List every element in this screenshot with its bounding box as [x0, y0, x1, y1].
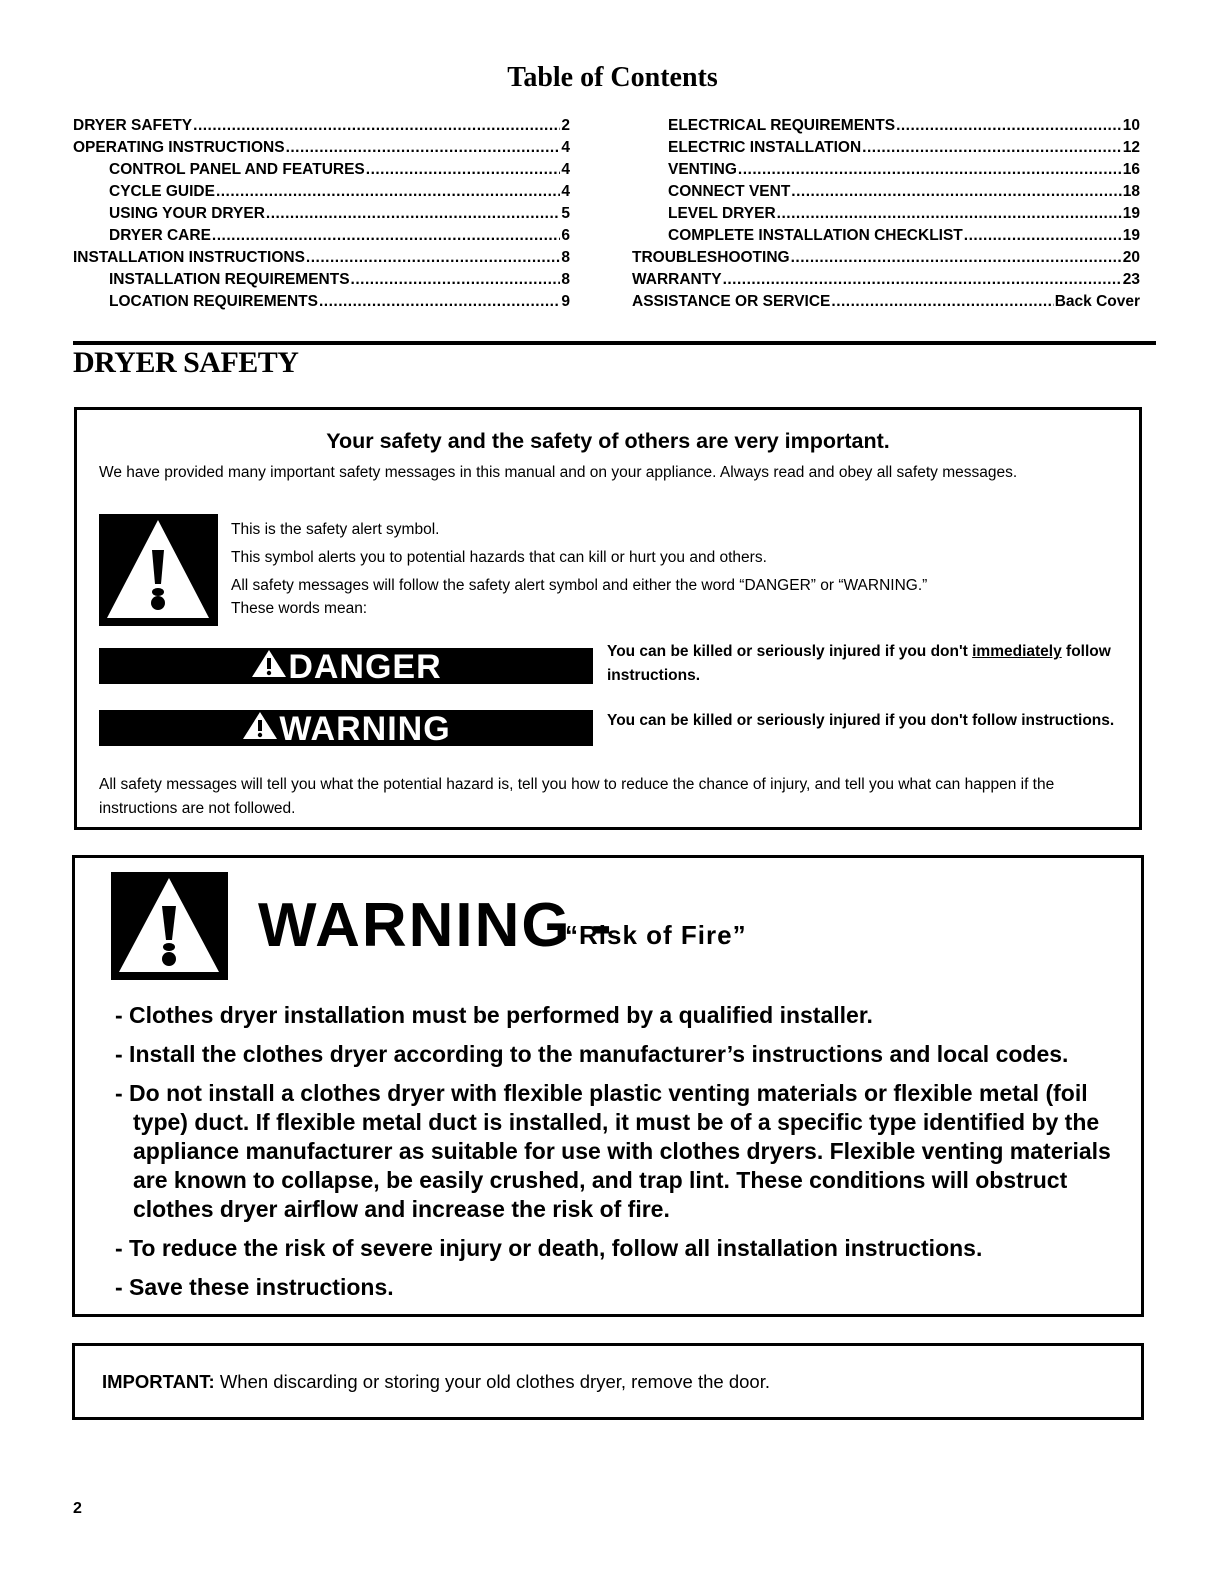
toc-leader — [791, 249, 1122, 267]
toc-leader — [286, 139, 561, 157]
danger-description — [607, 640, 1127, 688]
toc-leader — [723, 271, 1122, 289]
toc-entry-label: USING YOUR DRYER — [109, 205, 265, 222]
alert-line: This symbol alerts you to potential hazards that can kill or hurt you and others. — [231, 549, 767, 566]
safety-heading: Your safety and the safety of others are very important. — [326, 429, 890, 453]
toc-entry[interactable] — [73, 205, 570, 227]
toc-leader — [212, 227, 560, 245]
toc-leader — [831, 293, 1053, 311]
alert-triangle-icon — [250, 648, 288, 678]
fire-warning-title: WARNING - — [258, 891, 614, 960]
toc-leader — [896, 117, 1122, 135]
section-title: DRYER SAFETY — [73, 346, 299, 379]
fire-warning-box — [72, 855, 1144, 1317]
toc-entry[interactable] — [73, 161, 570, 183]
toc-entry-page: 19 — [1122, 205, 1140, 222]
toc-entry-page: 5 — [561, 205, 570, 222]
toc-leader — [777, 205, 1122, 223]
toc-entry[interactable] — [632, 271, 1140, 293]
toc-entry-label: TROUBLESHOOTING — [632, 249, 790, 266]
toc-entry-label: DRYER CARE — [109, 227, 211, 244]
toc-entry-page: 4 — [561, 183, 570, 200]
warning-banner — [99, 710, 593, 746]
toc-entry-page: 4 — [561, 161, 570, 178]
toc-entry-page: 9 — [561, 293, 570, 310]
toc-entry-page: 4 — [561, 139, 570, 156]
toc-leader — [306, 249, 560, 267]
toc-leader — [216, 183, 560, 201]
toc-entry[interactable] — [73, 249, 570, 271]
toc-entry[interactable] — [632, 293, 1140, 315]
toc-entry-label: LOCATION REQUIREMENTS — [109, 293, 318, 310]
toc-entry[interactable] — [73, 183, 570, 205]
toc-leader — [791, 183, 1121, 201]
toc-left-column — [73, 117, 570, 315]
important-label: IMPORTANT: — [102, 1371, 215, 1392]
fire-warning-item: - To reduce the risk of severe injury or death, follow all installation instructions. — [115, 1235, 983, 1261]
toc-entry-label: DRYER SAFETY — [73, 117, 193, 134]
toc-leader — [366, 161, 561, 179]
toc-title: Table of Contents — [507, 62, 718, 93]
section-divider — [73, 341, 1156, 345]
safety-alert-symbol-icon — [99, 514, 218, 626]
toc-entry-page: 6 — [561, 227, 570, 244]
toc-leader — [862, 139, 1122, 157]
toc-entry-label: LEVEL DRYER — [668, 205, 776, 222]
toc-entry[interactable] — [73, 227, 570, 249]
toc-entry-label: VENTING — [668, 161, 737, 178]
toc-entry-label: CONNECT VENT — [668, 183, 791, 200]
toc-leader — [351, 271, 561, 289]
toc-entry-label: WARRANTY — [632, 271, 722, 288]
toc-leader — [266, 205, 560, 223]
toc-entry-label: ELECTRICAL REQUIREMENTS — [668, 117, 896, 134]
toc-leader — [319, 293, 560, 311]
toc-entry-label: INSTALLATION REQUIREMENTS — [109, 271, 350, 288]
alert-triangle-icon — [241, 710, 279, 740]
danger-label: DANGER — [288, 648, 442, 686]
safety-footer: All safety messages will tell you what the potential hazard is, tell you how to reduce the chance of injury, and tell you what can happen if the instructions are not followed. — [99, 776, 1055, 817]
toc-entry[interactable] — [73, 139, 570, 161]
important-note — [102, 1371, 770, 1393]
safety-intro: We have provided many important safety messages in this manual and on your appliance. Always read and obey all safety messages. — [99, 464, 1018, 481]
toc-right-column — [632, 117, 1140, 315]
fire-warning-list — [115, 1001, 1115, 1312]
warning-triangle-icon — [111, 872, 228, 980]
safety-info-box — [74, 407, 1142, 830]
fire-warning-item: - Save these instructions. — [115, 1274, 394, 1300]
warning-description: You can be killed or seriously injured if you don't follow instructions. — [607, 712, 1115, 729]
toc-entry[interactable] — [73, 117, 570, 139]
toc-entry-page: 2 — [561, 117, 570, 134]
toc-entry-page: 19 — [1122, 227, 1140, 244]
toc-entry-page: 18 — [1122, 183, 1140, 200]
toc-entry-label: COMPLETE INSTALLATION CHECKLIST — [668, 227, 963, 244]
page-number: 2 — [73, 1500, 82, 1517]
danger-desc-emphasis: immediately — [972, 643, 1062, 660]
toc-entry-page: 23 — [1122, 271, 1140, 288]
toc-entry-page: 10 — [1122, 117, 1140, 134]
toc-entry-label: CYCLE GUIDE — [109, 183, 215, 200]
toc-leader — [193, 117, 560, 135]
fire-warning-item: - Clothes dryer installation must be performed by a qualified installer. — [115, 1002, 873, 1028]
toc-leader — [964, 227, 1122, 245]
toc-entry[interactable] — [632, 205, 1140, 227]
toc-entry-label: INSTALLATION INSTRUCTIONS — [73, 249, 305, 266]
important-note-box — [72, 1343, 1144, 1420]
toc-entry-page: 20 — [1122, 249, 1140, 266]
danger-desc-text: follow instructions. — [607, 643, 1111, 684]
warning-label: WARNING — [279, 710, 451, 748]
toc-entry[interactable] — [632, 139, 1140, 161]
toc-entry-page: 16 — [1122, 161, 1140, 178]
alert-line: These words mean: — [231, 600, 368, 617]
fire-warning-item: - Install the clothes dryer according to the manufacturer’s instructions and local codes. — [115, 1041, 1069, 1067]
toc-entry[interactable] — [73, 271, 570, 293]
toc-entry[interactable] — [632, 161, 1140, 183]
toc-entry-page: 12 — [1122, 139, 1140, 156]
toc-entry[interactable] — [632, 227, 1140, 249]
toc-leader — [738, 161, 1122, 179]
toc-entry-page: 8 — [561, 271, 570, 288]
toc-entry-label: OPERATING INSTRUCTIONS — [73, 139, 285, 156]
toc-entry-label: ASSISTANCE OR SERVICE — [632, 293, 831, 310]
toc-entry-page: Back Cover — [1054, 293, 1140, 310]
toc-entry[interactable] — [632, 117, 1140, 139]
alert-line: This is the safety alert symbol. — [231, 521, 440, 538]
toc-entry[interactable] — [632, 249, 1140, 271]
toc-entry-label: ELECTRIC INSTALLATION — [668, 139, 862, 156]
fire-warning-subtitle: “Risk of Fire” — [565, 920, 747, 950]
toc-entry-label: CONTROL PANEL AND FEATURES — [109, 161, 365, 178]
toc-entry-page: 8 — [561, 249, 570, 266]
fire-warning-item: - Do not install a clothes dryer with flexible plastic venting materials or flexible metal (foil type) duct. If flexible metal duct is installed, it must be of a specific type identified by the appliance manufacturer as suitable for use with clothes dryers. Flexible venting materials are known to collapse, be easily crushed, and trap lint. These conditions will obstruct clothes dryer airflow and increase the risk of fire. — [115, 1080, 1111, 1222]
toc-entry[interactable] — [73, 293, 570, 315]
important-text: When discarding or storing your old clothes dryer, remove the door. — [214, 1371, 770, 1392]
danger-desc-text: You can be killed or seriously injured if you don't — [607, 643, 973, 660]
danger-banner — [99, 648, 593, 684]
toc-entry[interactable] — [632, 183, 1140, 205]
alert-line: All safety messages will follow the safety alert symbol and either the word “DANGER” or “WARNING.” — [231, 577, 928, 594]
